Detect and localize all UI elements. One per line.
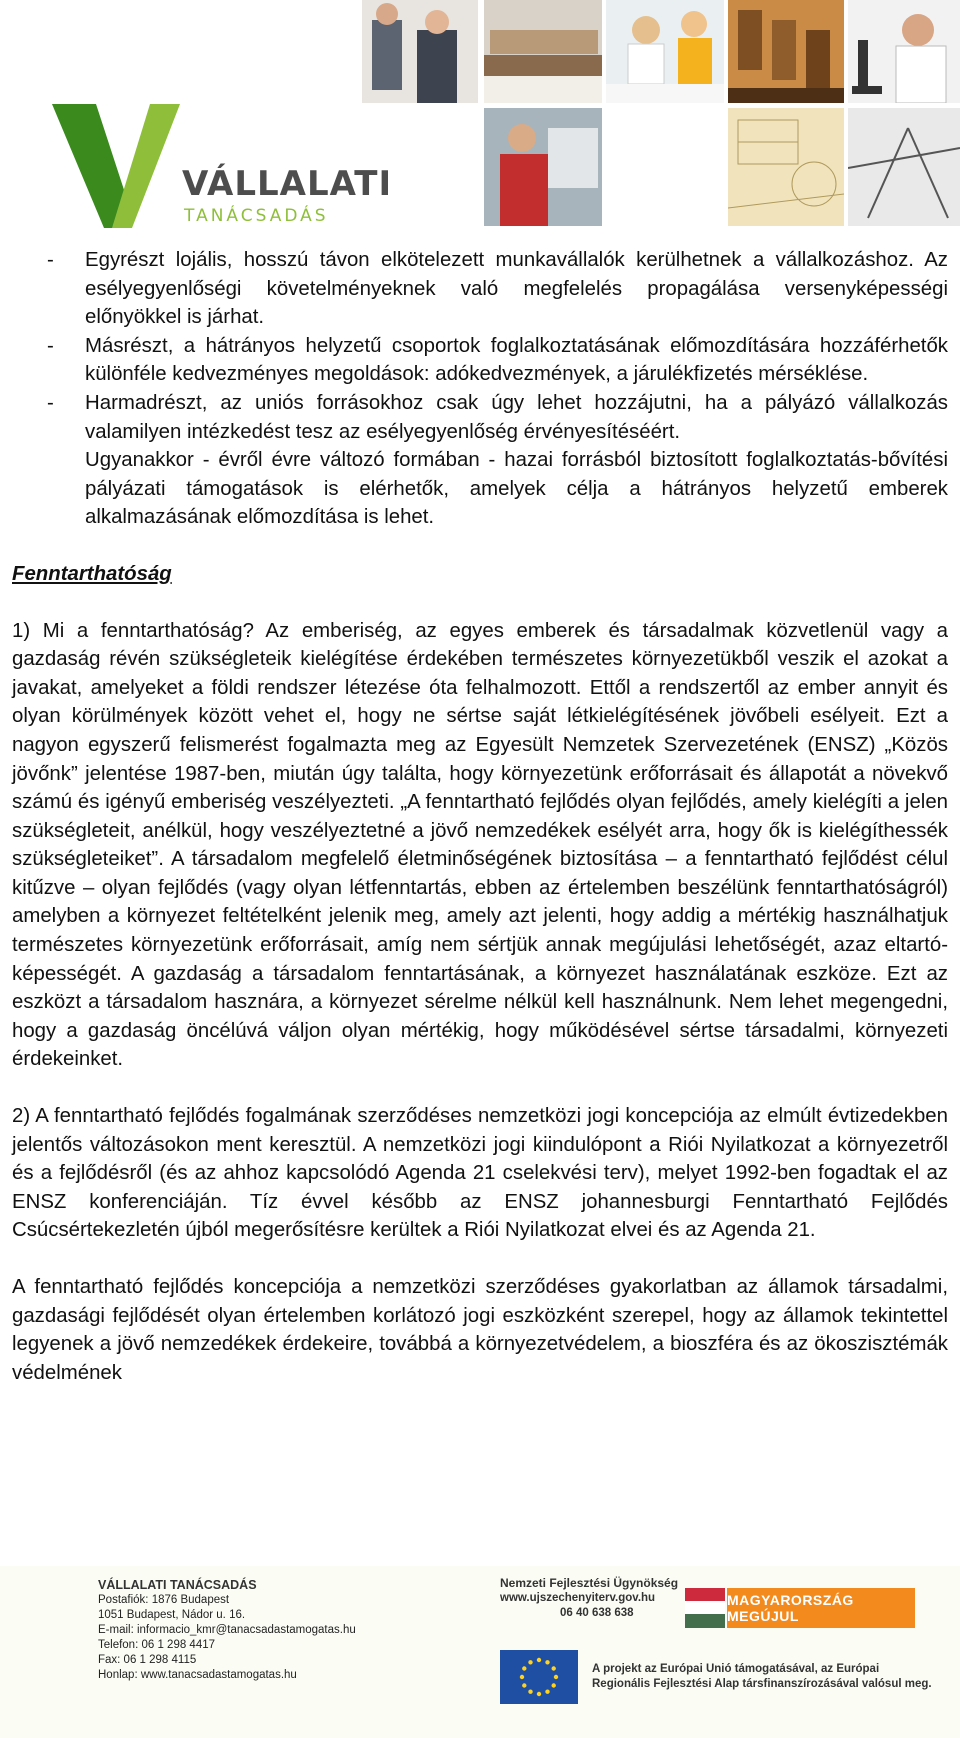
bullet-text: Harmadrészt, az uniós forrásokhoz csak úgy lehet hozzájutni, ha a pályázó vállalkozás valamilyen intézkedést tesz az esélyegyenlőség érvényesítéséért. — [85, 391, 948, 443]
paragraph: A fenntartható fejlődés koncepciója a nemzetközi szerződéses gyakorlatban az államok társadalmi, gazdasági fejlődését olyan értelemben korlátozó jogi eszközként szerepel, hogy az államok tekintettel legyenek a jövő nemzedékek érdekeire, továbbá a környezetvédelem, a bioszféra és az ökoszisztémák védelmének — [12, 1276, 948, 1384]
bullet-dash: - — [47, 249, 54, 271]
company-name: VÁLLALATI TANÁCSADÁS — [98, 1578, 257, 1592]
bullet-text-continuation: Ugyanakkor - évről évre változó formában - hazai forrásból biztosított foglalkoztatás-bővítési pályázati támogatások is elérhetők, amelyek célja a hátrányos helyzetű emberek alkalmazásának előmozdítása is lehet. — [85, 449, 948, 529]
paragraph: 2) A fenntartható fejlődés fogalmának szerződéses nemzetközi jogi koncepciója az elmúlt évtizedekben jelentős változásokon ment keresztül. A nemzetközi jogi kiindulópont a Riói Nyilatkozat a környezetről és a fejlődésről (és az ahhoz kapcsolódó Agenda 21 cselekvési terv), melyet 1992-ben fogadtak el az ENSZ konferenciáján. Tíz évvel később az ENSZ johannesburgi Fenntartható Fejlődés Csúcsértekezletén újból megerősítésre kerültek a Riói Nyilatkozat elvei és az Agenda 21. — [12, 1105, 948, 1242]
eu-star-icon — [545, 1660, 549, 1664]
eu-star-icon — [545, 1690, 549, 1694]
photo-students — [606, 0, 724, 103]
eu-star-icon — [528, 1660, 532, 1664]
contact-fax: Fax: 06 1 298 4115 — [98, 1654, 197, 1666]
eu-flag-icon — [500, 1650, 578, 1704]
eu-star-icon — [522, 1683, 526, 1687]
agency-website: www.ujszechenyiterv.gov.hu — [500, 1592, 656, 1604]
bullet-text: Másrészt, a hátrányos helyzetű csoportok foglalkoztatásának előmozdítására hozzáférhetők különféle kedvezményes megoldások: adókedvezmények, a járulékfizetés mérséklése. — [85, 334, 948, 386]
section-heading: Fenntarthatóság — [12, 562, 172, 585]
bullet-dash: - — [47, 391, 54, 414]
photo-engineer — [484, 108, 602, 226]
contact-phone: Telefon: 06 1 298 4417 — [98, 1639, 216, 1651]
company-contact-block — [98, 1578, 356, 1683]
bullet-content — [85, 389, 948, 532]
paragraph: 1) Mi a fenntarthatóság? Az emberiség, az egyes emberek és társadalmak közvetlenül vagy a gazdaság révén szükségleteik kielégítése érdekében természetes környezetükből veszik el azokat a javakat, amelyeket a földi rendszer létezése óta felhalmozott. Ettől a rendszertől az ember annyit és olyan körülmények között vehet el, hogy ne sértse saját létkielégítésének jövőbeli esélyeit. Ezt a nagyon egyszerű felismerést fogalmazta meg az Egyesült Nemzetek Szervezetének (ENSZ) „Közös jövőnk” jelentése 1987-ben, miután úgy találta, hogy környezetünk erőforrásait és állapotát a növekvő számú és igényű emberiség veszélyezteti. „A fenntartható fejlődés olyan fejlődés, amely kielégíti a jelen szükségleteit, anélkül, hogy veszélyeztetné a jövő nemzedékek esélyét arra, hogy ők is kielégíthessék szükségleteiket”. A társadalom megfelelő életminőségének biztosítása – a fenntartható fejlődést célul kitűzve – olyan fejlődés (vagy olyan létfenntartás, ebben az értelemben beszélünk fenntarthatóságról) amelyben a környezet feltételként jelenik meg, amely azt jelenti, hogy addig a mértékig használhatjuk természetes környezetünk erőforrásait, amíg nem sértjük annak megújulási lehetőségét, azaz eltartó-képességét. A gazdaság a társadalom fenntartásának, a környezet használatának eszköze. Ezt az eszközt a társadalom hasznára, a környezet sérelme nélkül kell használnunk. Nem lehet megengedni, hogy a gazdaság öncélúvá váljon olyan mértékig, hogy működésével sértse társadalmi, környezeti érdekeinket. — [12, 619, 948, 1071]
eu-star-icon — [528, 1690, 532, 1694]
photo-workshop — [728, 0, 844, 103]
hungary-renewal-banner: MAGYARORSZÁG MEGÚJUL — [727, 1588, 915, 1628]
logo-line1: VÁLLALATI — [182, 164, 393, 204]
contact-website: Honlap: www.tanacsadastamogatas.hu — [98, 1669, 297, 1681]
contact-address: 1051 Budapest, Nádor u. 16. — [98, 1609, 246, 1621]
photo-business-people — [362, 0, 478, 103]
contact-postbox: Postafiók: 1876 Budapest — [98, 1594, 230, 1606]
bullet-dash: - — [47, 334, 54, 357]
eu-star-icon — [520, 1675, 524, 1679]
eu-star-icon — [537, 1692, 541, 1696]
logo-line2: TANÁCSADÁS — [184, 206, 329, 226]
eu-star-icon — [537, 1658, 541, 1662]
agency-phone: 06 40 638 638 — [560, 1607, 634, 1619]
contact-email: E-mail: informacio_kmr@tanacsadastamogatas.hu — [98, 1624, 356, 1636]
eu-funding-text: A projekt az Európai Unió támogatásával, az Európai Regionális Fejlesztési Alap társfinanszírozásával valósul meg. — [592, 1663, 932, 1690]
photo-books — [484, 0, 602, 103]
agency-block — [500, 1576, 678, 1621]
list-item — [12, 246, 948, 332]
document-body — [12, 246, 948, 1387]
logo-v-mark-icon — [52, 100, 182, 228]
hungary-flag-icon — [685, 1588, 725, 1628]
page-header — [0, 0, 960, 230]
agency-name: Nemzeti Fejlesztési Ügynökség — [500, 1576, 679, 1590]
company-logo — [52, 100, 393, 235]
photo-blueprint — [728, 108, 844, 226]
page-footer — [0, 1566, 960, 1738]
list-item — [12, 332, 948, 389]
eu-star-icon — [522, 1666, 526, 1670]
photo-microscope — [848, 0, 960, 103]
photo-drafting-tools — [848, 108, 960, 226]
list-item — [12, 389, 948, 532]
eu-star-icon — [552, 1683, 556, 1687]
eu-star-icon — [552, 1666, 556, 1670]
eu-star-icon — [554, 1675, 558, 1679]
bullet-text: Egyrészt lojális, hosszú távon elkötelezett munkavállalók kerülhetnek a vállalkozáshoz. Az esélyegyenlőségi követelményeknek való megfelelés propagálása versenyképességi előnyökkel is járhat. — [85, 249, 948, 329]
